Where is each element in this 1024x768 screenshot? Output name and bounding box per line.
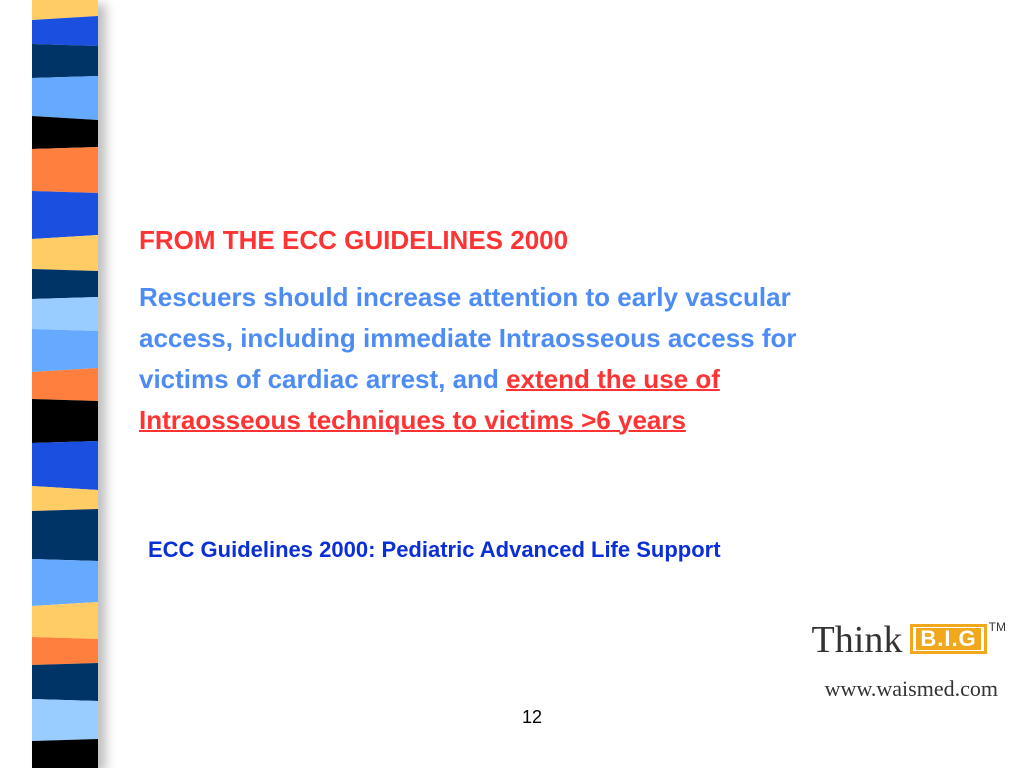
stripe-band [32,699,98,741]
logo-think-text: Think [811,619,903,661]
stripe-band [32,329,98,372]
slide-title: FROM THE ECC GUIDELINES 2000 [139,225,569,255]
stripe-band [32,602,98,639]
logo-trademark: TM [988,620,1006,634]
body-highlight: extend the use of Intraosseous techniques to victims >6 years [139,364,720,435]
stripe-band [32,269,98,299]
stripe-band [32,739,98,768]
logo-big-badge [910,624,986,654]
stripe-band [32,486,98,511]
stripe-band [32,116,98,149]
decorative-stripe-bar [32,0,98,768]
stripe-band [32,76,98,120]
stripe-band [32,16,98,46]
stripe-band [32,235,98,271]
website-url: www.waismed.com [824,676,998,701]
stripe-band [32,559,98,606]
stripe-band [32,191,98,239]
think-big-logo [812,618,1006,662]
stripe-band [32,399,98,443]
stripe-band [32,663,98,701]
slide-body [139,277,879,441]
stripe-band [32,637,98,665]
stripe-band [32,368,98,401]
stripe-band [32,297,98,331]
stripe-band [32,147,98,193]
logo-big-text: B.I.G [916,628,980,650]
stripe-band [32,509,98,561]
page-number: 12 [522,707,543,727]
stripe-band [32,441,98,490]
stripe-graphic [32,0,98,768]
body-text: Rescuers should increase attention to early vascular access, including immediate Intraosseous access for victims of cardiac arrest, and [139,282,797,394]
citation: ECC Guidelines 2000: Pediatric Advanced Life Support [148,537,721,562]
stripe-band [32,44,98,78]
